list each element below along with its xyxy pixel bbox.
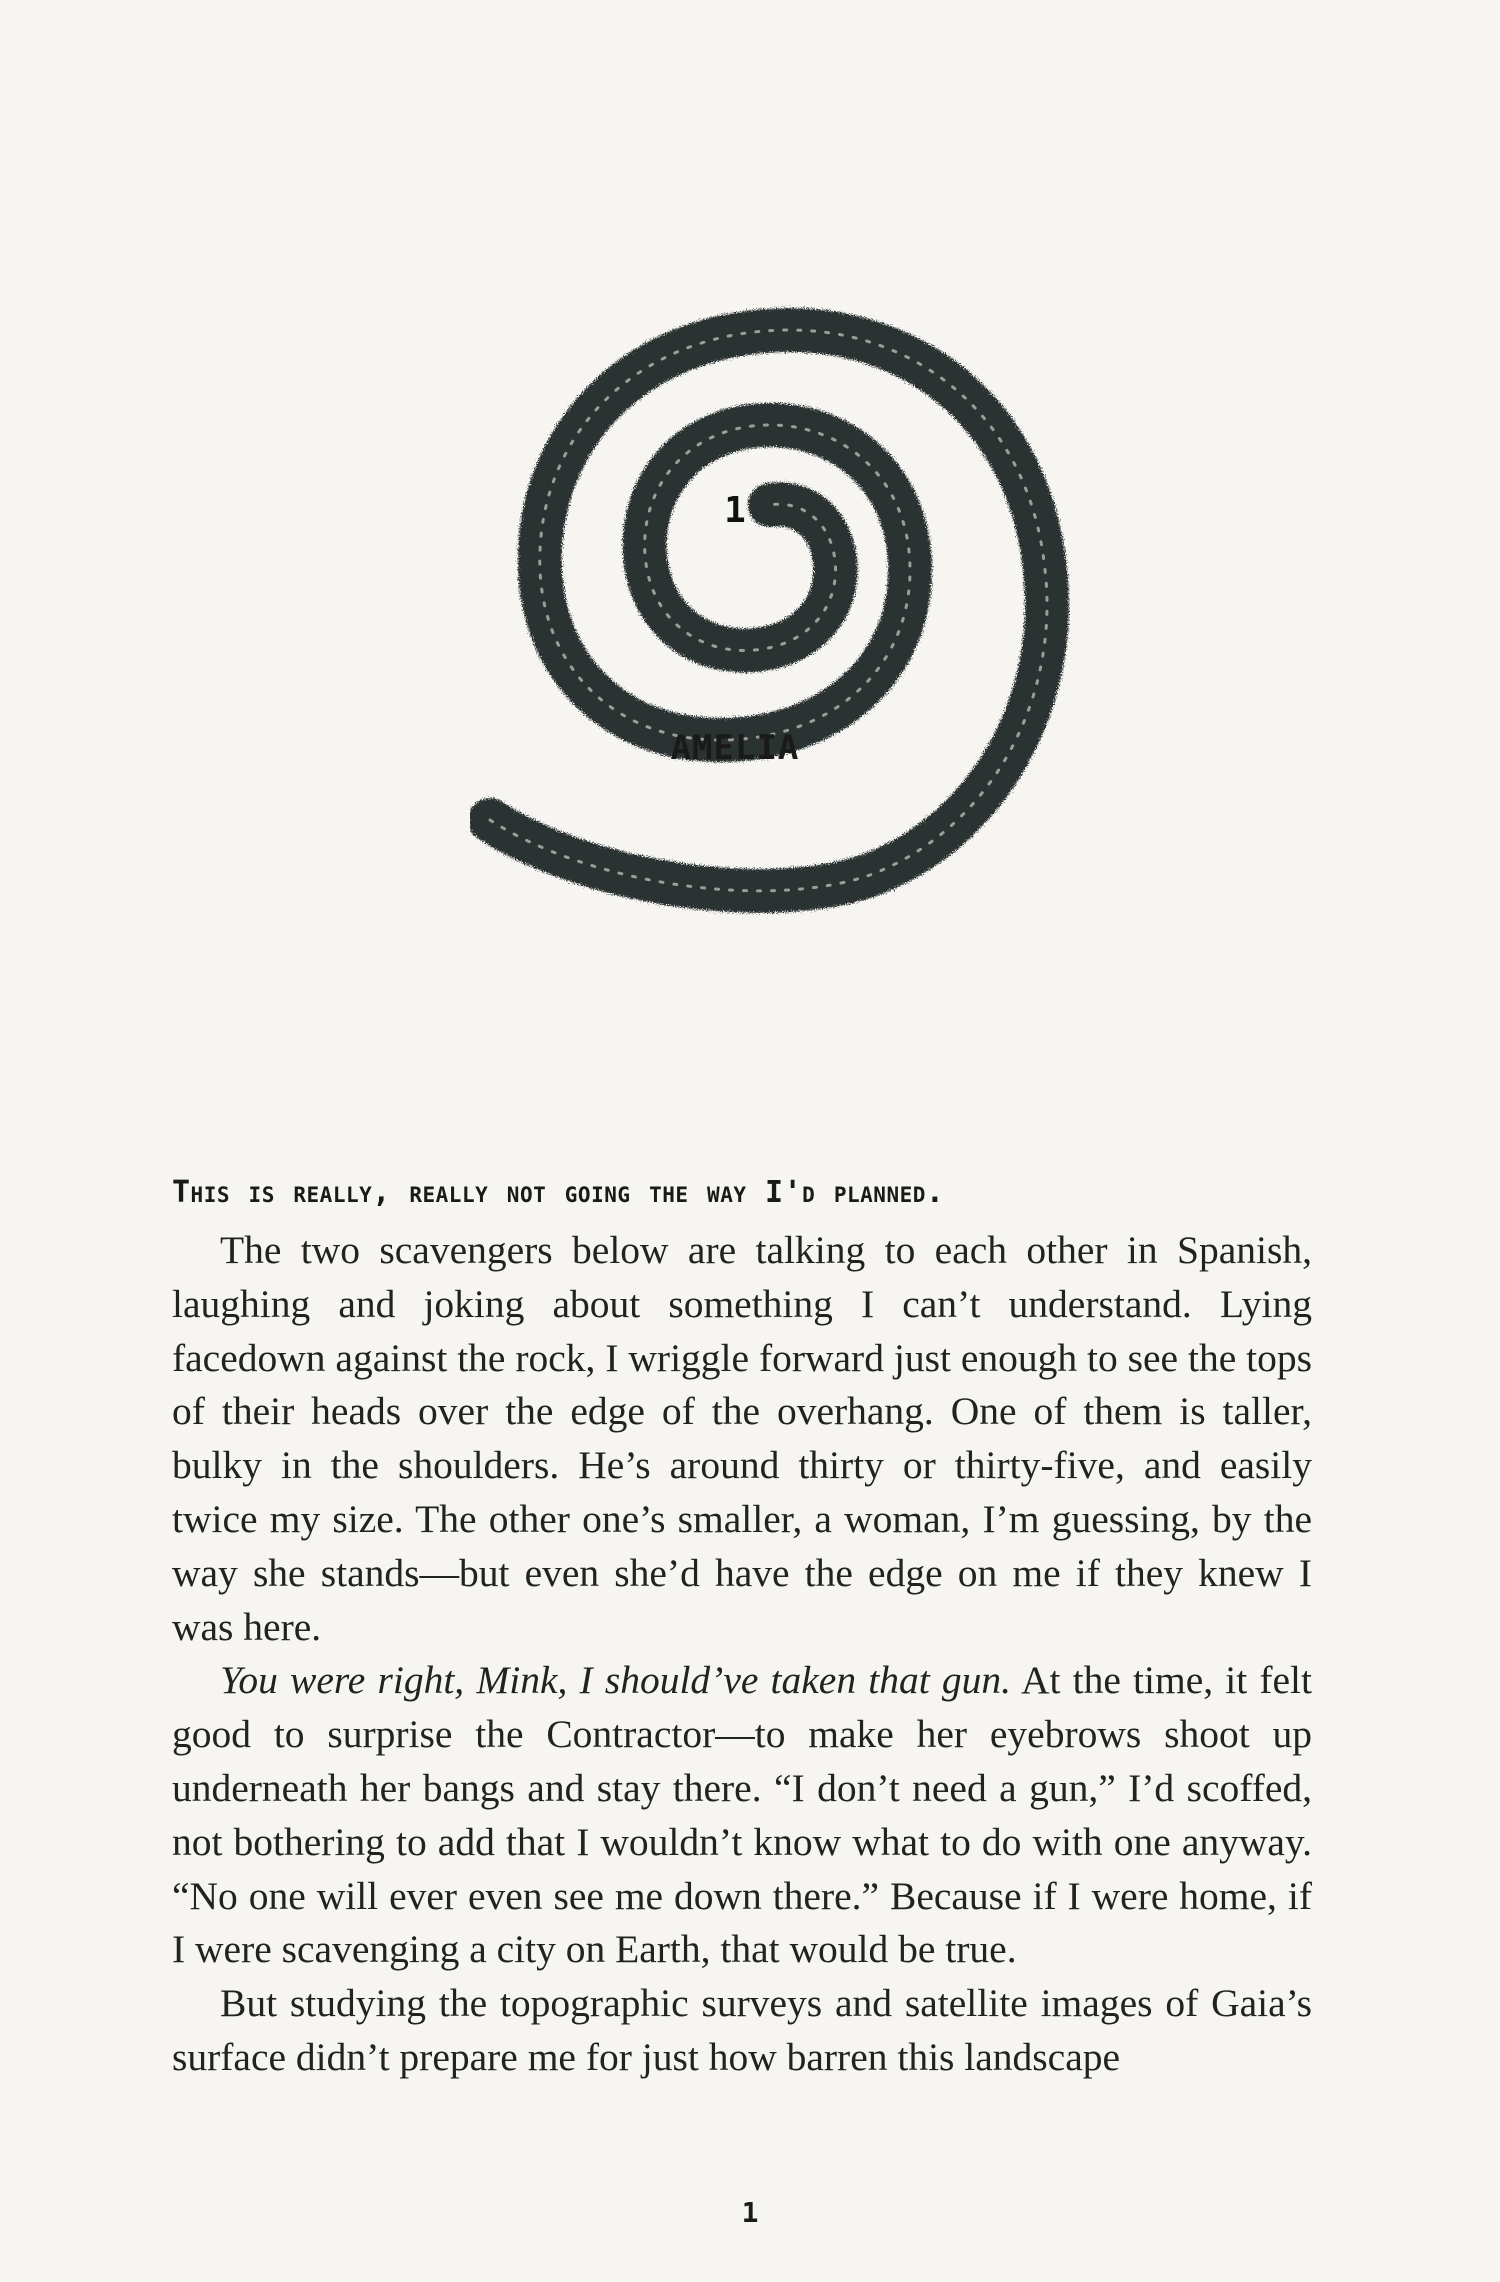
- chapter-title: AMELIA: [670, 728, 800, 768]
- spiral-brush-icon: [470, 270, 1070, 930]
- paragraph-italic-thought: You were right, Mink, I should’ve taken that gun.: [220, 1658, 1011, 1703]
- chapter-body: [172, 1175, 1312, 2085]
- spiral-ornament: [470, 270, 1070, 930]
- paragraph-text: At the time, it felt good to surprise the Contractor—to make her eyebrows shoot up underneath her bangs and stay there. “I don’t need a gun,” I’d scoffed, not bothering to add that I wouldn’t know what to do with one anyway. “No one will ever even see me down there.” Because if I were home, if I were scavenging a city on Earth, that would be true.: [172, 1658, 1312, 1972]
- paragraph: [172, 1977, 1312, 2085]
- chapter-number: 1: [724, 490, 746, 531]
- opening-line: This is really, really not going the way I'd planned.: [172, 1175, 945, 1210]
- page-number: 1: [741, 2196, 759, 2229]
- paragraph: [172, 1654, 1312, 1977]
- paragraph-text: The two scavengers below are talking to each other in Spanish, laughing and joking about something I can’t understand. Lying facedown against the rock, I wriggle forward just enough to see the tops of their heads over the edge of the overhang. One of them is taller, bulky in the shoulders. He’s around thirty or thirty-five, and easily twice my size. The other one’s smaller, a woman, I’m guessing, by the way she stands—but even she’d have the edge on me if they knew I was here.: [172, 1228, 1312, 1649]
- paragraph: [172, 1224, 1312, 1654]
- paragraph-text: But studying the topographic surveys and satellite images of Gaia’s surface didn’t prepare me for just how barren this landscape: [172, 1981, 1312, 2079]
